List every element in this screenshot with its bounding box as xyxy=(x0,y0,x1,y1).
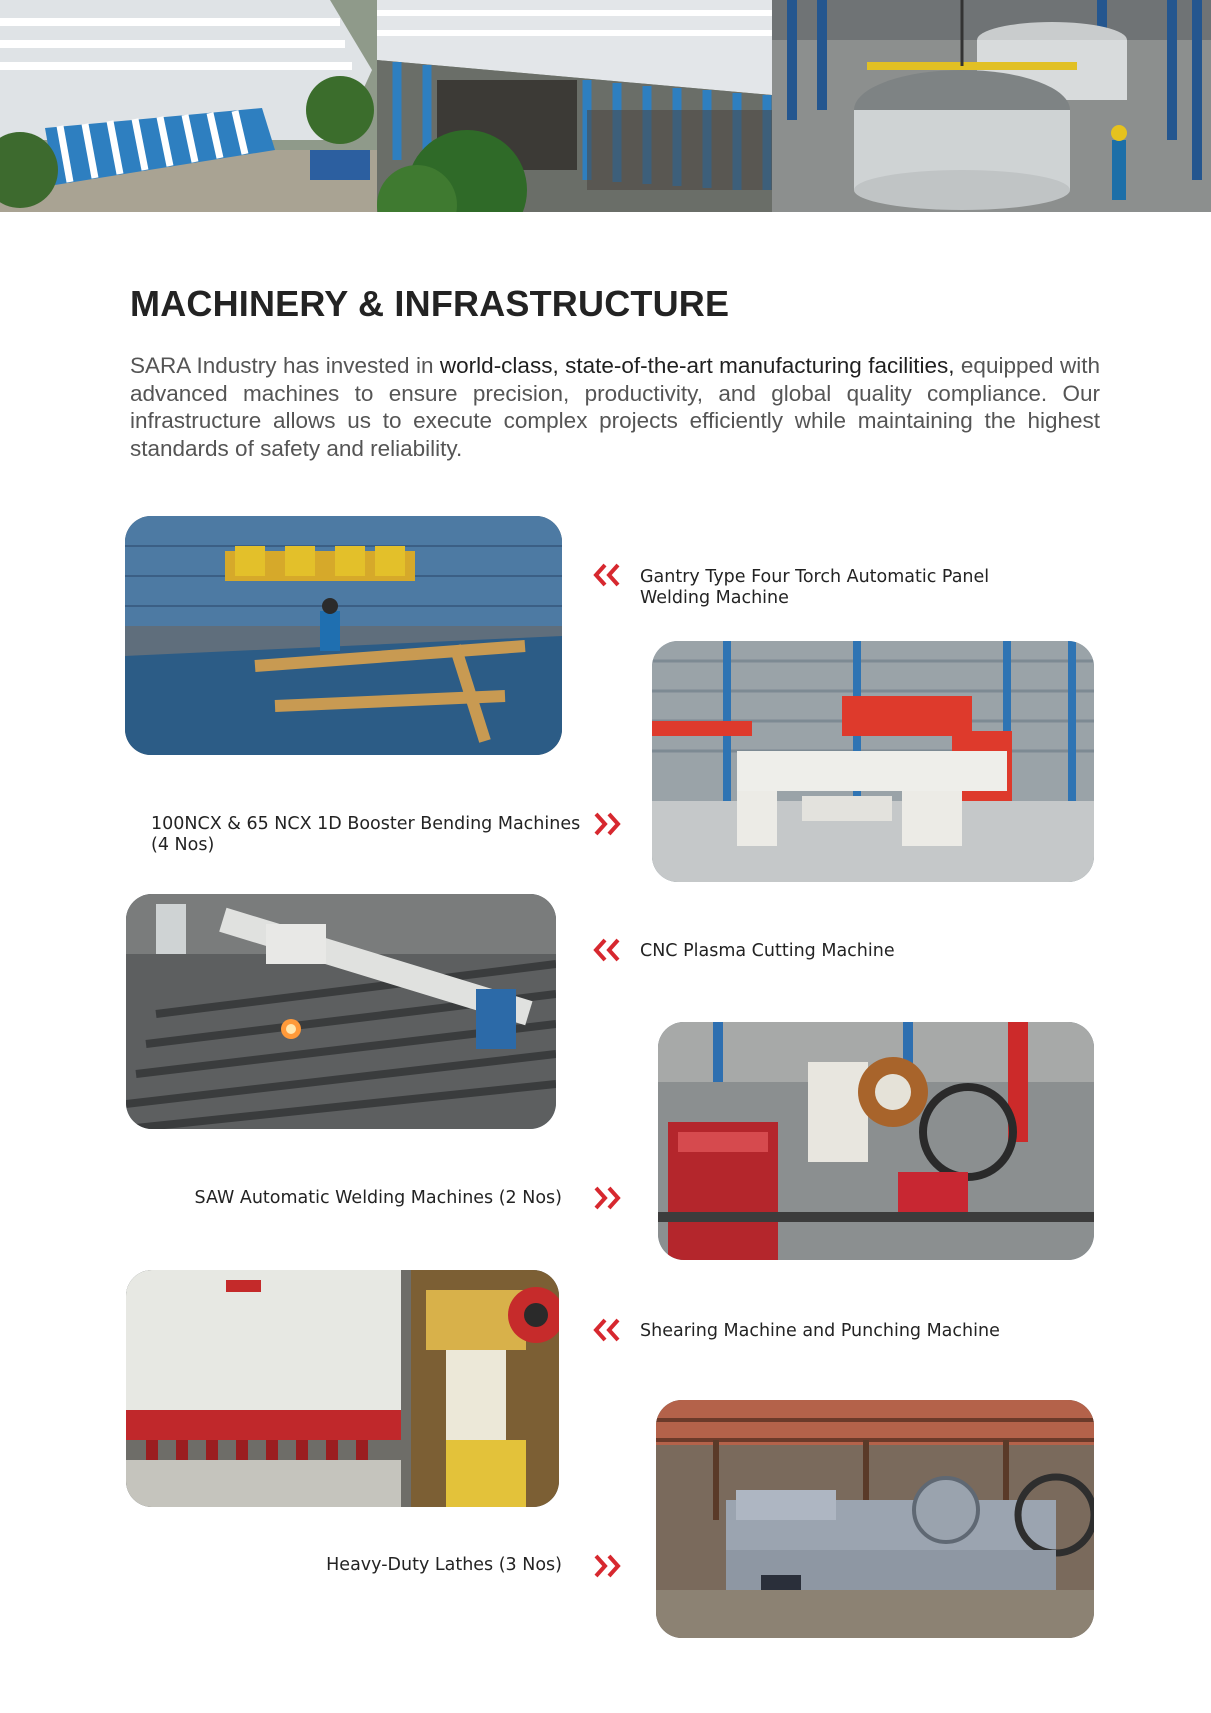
tank-fabrication-photo xyxy=(772,0,1211,212)
shearing-punching-machine-photo xyxy=(126,1270,559,1507)
right-chevron-icon xyxy=(591,1553,623,1579)
left-chevron-icon xyxy=(591,562,623,588)
cnc-plasma-cutting-photo xyxy=(126,894,556,1129)
intro-paragraph xyxy=(130,352,1100,462)
right-chevron-icon xyxy=(591,811,623,837)
left-chevron-icon xyxy=(591,937,623,963)
banner-photo-strip xyxy=(0,0,1211,212)
factory-shed-aerial-photo xyxy=(0,0,377,212)
page-title: MACHINERY & INFRASTRUCTURE xyxy=(130,283,730,324)
left-chevron-icon xyxy=(591,1317,623,1343)
caption-shearing-punching: Shearing Machine and Punching Machine xyxy=(640,1321,1000,1341)
booster-bending-machine-photo xyxy=(652,641,1094,882)
caption-saw-welding: SAW Automatic Welding Machines (2 Nos) xyxy=(194,1188,562,1208)
caption-cnc-plasma: CNC Plasma Cutting Machine xyxy=(640,941,895,961)
right-chevron-icon xyxy=(591,1185,623,1211)
intro-highlight: world-class, state-of-the-art manufacturing facilities, xyxy=(439,353,955,378)
caption-panel-welding: Gantry Type Four Torch Automatic Panel Welding Machine xyxy=(640,567,990,608)
caption-booster-bending: 100NCX & 65 NCX 1D Booster Bending Machines (4 Nos) xyxy=(151,814,581,855)
saw-welding-machine-photo xyxy=(658,1022,1094,1260)
caption-heavy-duty-lathes: Heavy-Duty Lathes (3 Nos) xyxy=(326,1555,562,1575)
intro-text-start: SARA Industry has invested in xyxy=(130,353,440,378)
warehouse-shed-photo xyxy=(377,0,772,212)
intro-text-end: equipped with advanced machines to ensure precision, productivity, and global quality compliance. Our infrastructure allows us to execute complex projects efficiently while maintaining the highest standards of safety and reliability. xyxy=(130,353,1100,461)
heavy-duty-lathe-photo xyxy=(656,1400,1094,1638)
panel-welding-machine-photo xyxy=(125,516,562,755)
